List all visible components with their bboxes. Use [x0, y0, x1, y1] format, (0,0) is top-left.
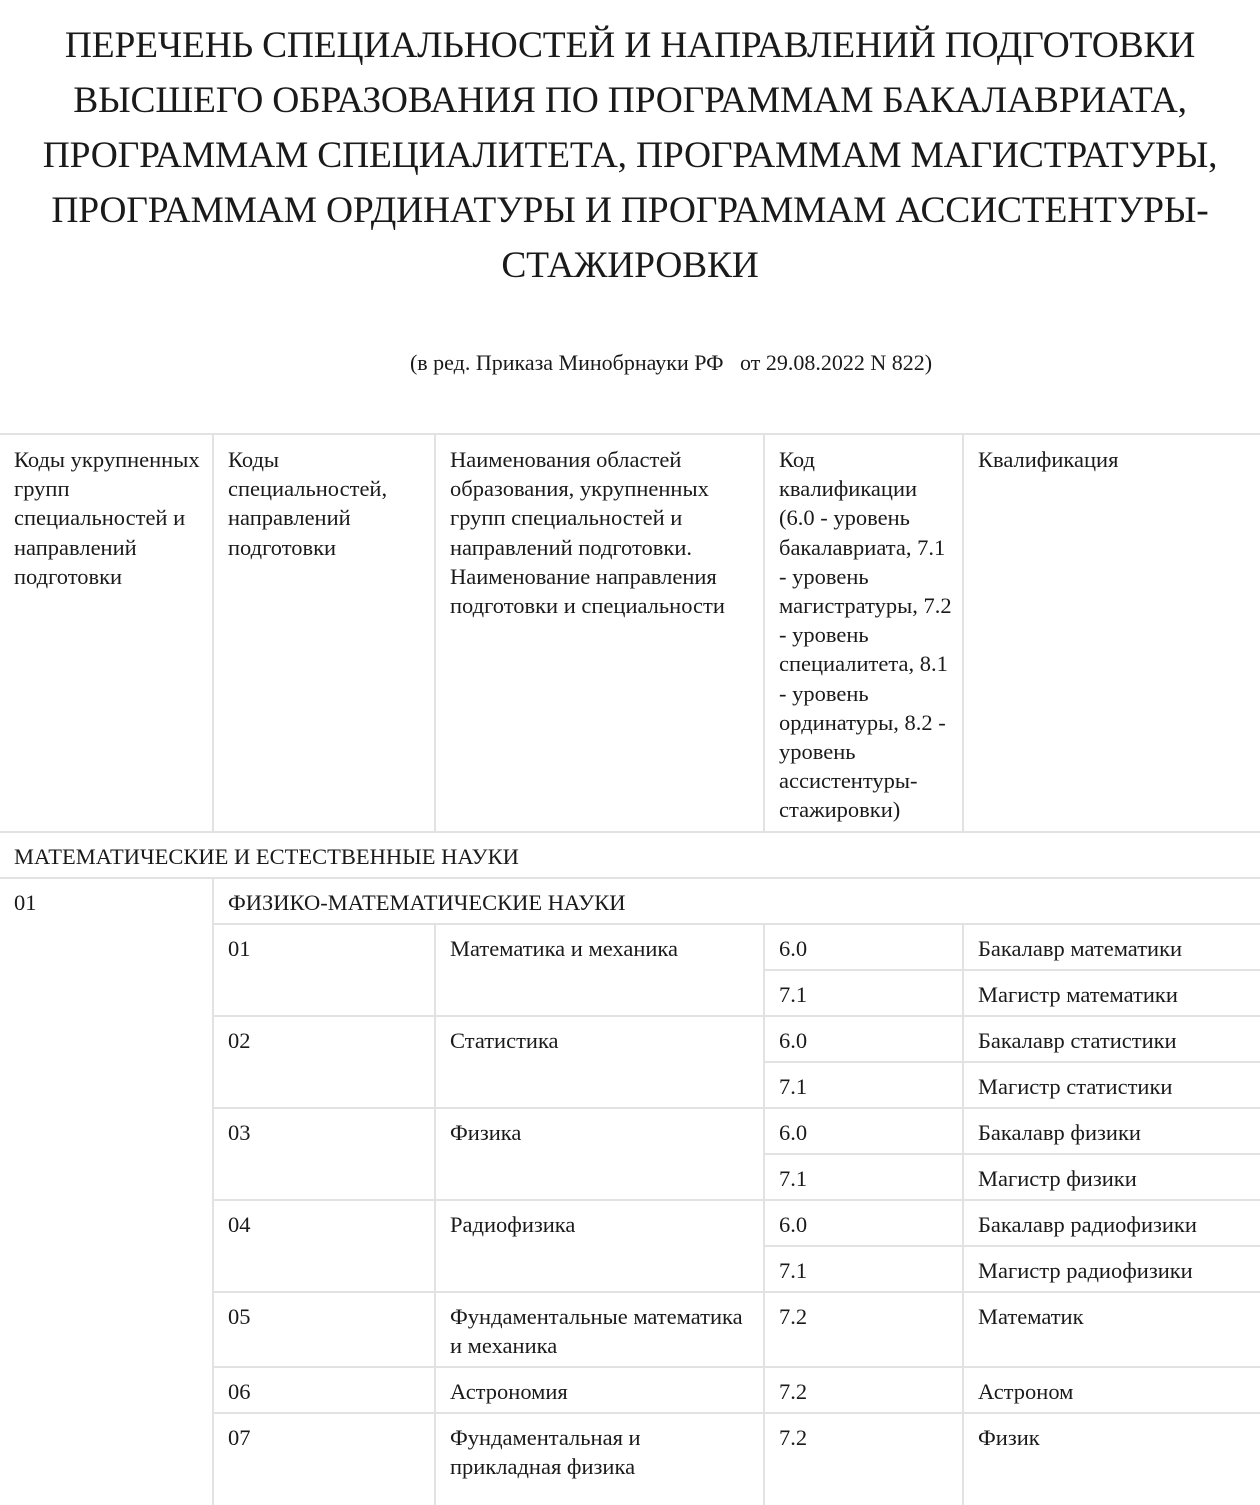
group-name: ФИЗИКО-МАТЕМАТИЧЕСКИЕ НАУКИ	[213, 878, 1260, 924]
qualification-title: Бакалавр физики	[963, 1108, 1260, 1154]
title-line: ВЫСШЕГО ОБРАЗОВАНИЯ ПО ПРОГРАММАМ БАКАЛАВРИАТА,	[73, 80, 1187, 121]
specialties-table	[0, 433, 1260, 1505]
specialty-code: 01	[213, 924, 435, 1016]
qualification-level: 6.0	[764, 1200, 963, 1246]
specialty-code: 02	[213, 1016, 435, 1108]
header-specialty-codes: Коды специальностей, направлений подготовки	[213, 434, 435, 832]
qualification-title: Магистр статистики	[963, 1062, 1260, 1108]
title-line: ПЕРЕЧЕНЬ СПЕЦИАЛЬНОСТЕЙ И НАПРАВЛЕНИЙ ПОДГОТОВКИ	[64, 25, 1196, 66]
qualification-level: 7.1	[764, 970, 963, 1016]
qualification-title: Магистр физики	[963, 1154, 1260, 1200]
document-subtitle: (в ред. Приказа Минобрнауки РФ от 29.08.2022 N 822)	[409, 350, 933, 375]
specialty-code: 04	[213, 1200, 435, 1292]
specialty-name: Математика и механика	[435, 924, 764, 1016]
specialty-code: 03	[213, 1108, 435, 1200]
specialty-name: Фундаментальная и прикладная физика	[435, 1413, 764, 1505]
qualification-title: Математик	[963, 1292, 1260, 1367]
table-header-row	[0, 434, 1260, 832]
specialty-name: Радиофизика	[435, 1200, 764, 1292]
title-line: ПРОГРАММАМ ОРДИНАТУРЫ И ПРОГРАММАМ АССИСТЕНТУРЫ-	[51, 190, 1209, 231]
header-names: Наименования областей образования, укрупненных групп специальностей и направлений подготовки. Наименование направления подготовки и специальности	[435, 434, 764, 832]
qualification-level: 7.1	[764, 1154, 963, 1200]
qualification-title: Магистр математики	[963, 970, 1260, 1016]
qualification-title: Астроном	[963, 1367, 1260, 1413]
document-title	[0, 18, 1260, 293]
qualification-level: 7.1	[764, 1062, 963, 1108]
header-qualification-codes: Код квалификации (6.0 - уровень бакалавриата, 7.1 - уровень магистратуры, 7.2 - уровень специалитета, 8.1 - уровень ординатуры, 8.2 - уровень ассистентуры-стажировки)	[764, 434, 963, 832]
qualification-title: Бакалавр радиофизики	[963, 1200, 1260, 1246]
section-row	[0, 832, 1260, 878]
group-row	[0, 878, 1260, 924]
header-group-codes: Коды укрупненных групп специальностей и направлений подготовки	[0, 434, 213, 832]
qualification-level: 6.0	[764, 1108, 963, 1154]
qualification-level: 7.2	[764, 1413, 963, 1505]
title-line: СТАЖИРОВКИ	[501, 245, 759, 286]
qualification-title: Магистр радиофизики	[963, 1246, 1260, 1292]
specialty-name: Астрономия	[435, 1367, 764, 1413]
qualification-title: Бакалавр математики	[963, 924, 1260, 970]
specialty-name: Статистика	[435, 1016, 764, 1108]
qualification-level: 6.0	[764, 924, 963, 970]
qualification-title: Физик	[963, 1413, 1260, 1505]
specialty-name: Физика	[435, 1108, 764, 1200]
title-line: ПРОГРАММАМ СПЕЦИАЛИТЕТА, ПРОГРАММАМ МАГИСТРАТУРЫ,	[42, 135, 1218, 176]
specialty-code: 07	[213, 1413, 435, 1505]
qualification-level: 7.2	[764, 1292, 963, 1367]
qualification-title: Бакалавр статистики	[963, 1016, 1260, 1062]
qualification-level: 7.1	[764, 1246, 963, 1292]
group-code: 01	[0, 878, 213, 1505]
section-title: МАТЕМАТИЧЕСКИЕ И ЕСТЕСТВЕННЫЕ НАУКИ	[0, 832, 1260, 878]
specialty-code: 06	[213, 1367, 435, 1413]
header-qualification: Квалификация	[963, 434, 1260, 832]
specialty-code: 05	[213, 1292, 435, 1367]
qualification-level: 6.0	[764, 1016, 963, 1062]
qualification-level: 7.2	[764, 1367, 963, 1413]
specialty-name: Фундаментальные математика и механика	[435, 1292, 764, 1367]
